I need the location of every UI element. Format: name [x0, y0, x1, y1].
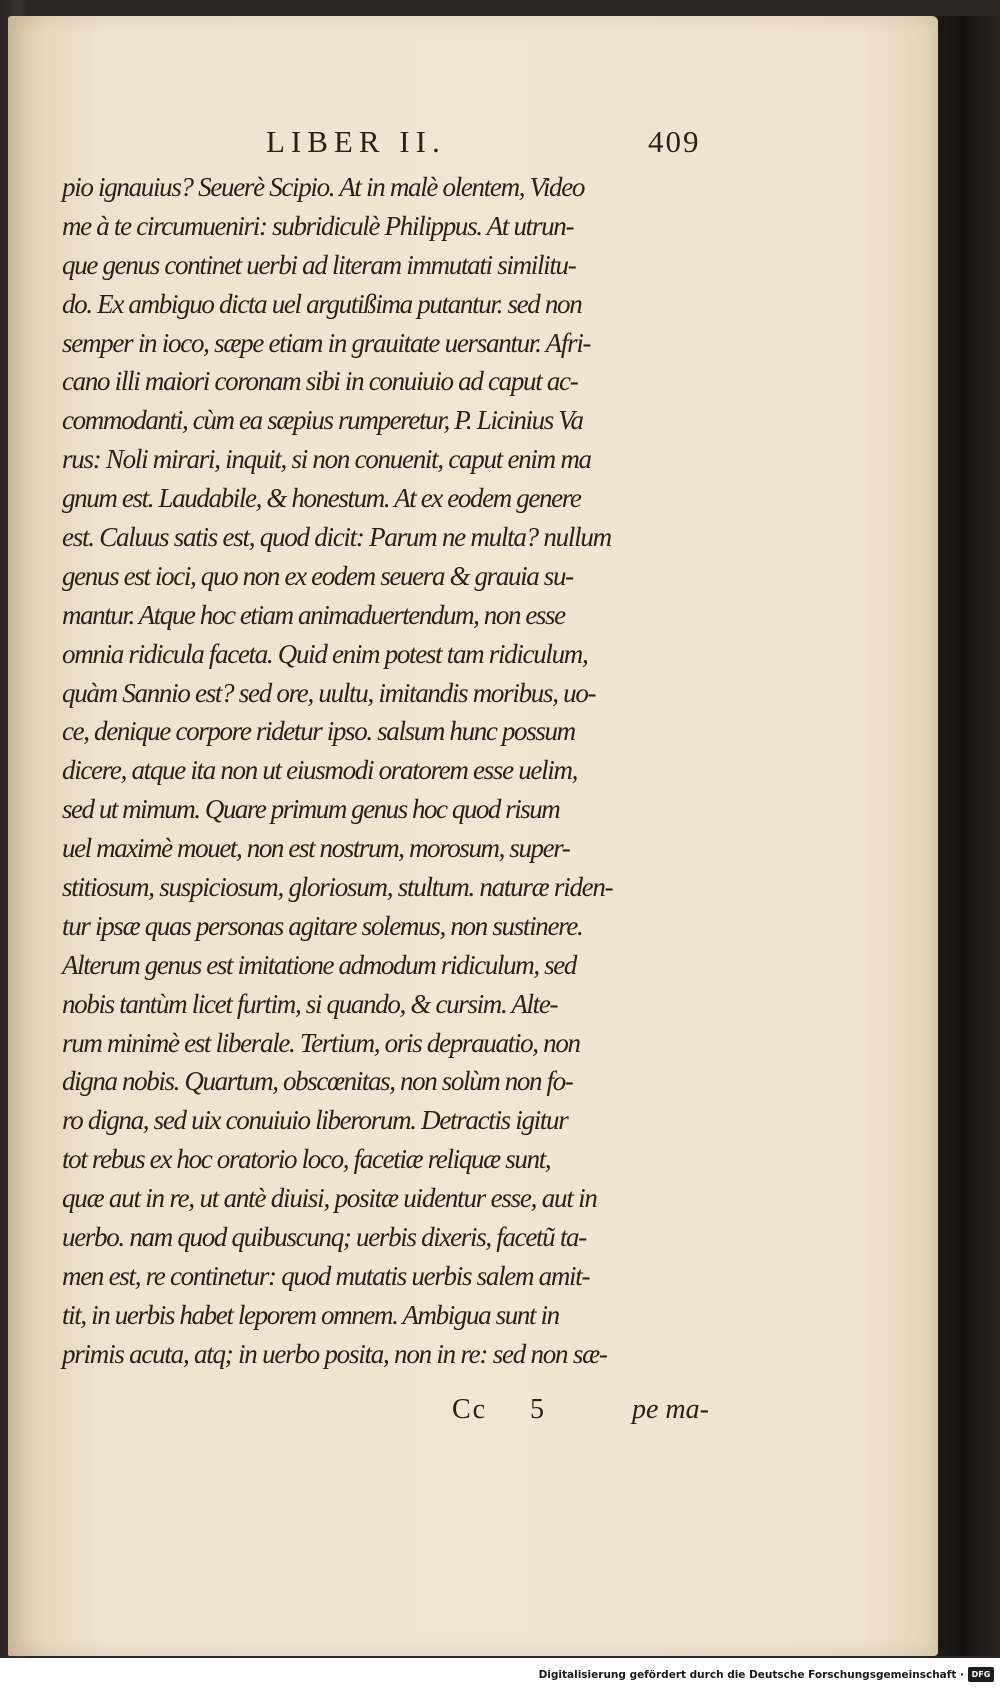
text-line: tur ipsæ quas personas agitare solemus, non sustinere. — [62, 910, 583, 941]
text-line: stitiosum, suspiciosum, gloriosum, stultum. naturæ riden- — [62, 872, 613, 903]
text-line: do. Ex ambiguo dicta uel argutißima putantur. sed non — [62, 288, 582, 319]
text-line: gnum est. Laudabile, & honestum. At ex eodem genere — [62, 483, 581, 514]
text-line: Alterum genus est imitatione admodum ridiculum, sed — [62, 949, 576, 980]
text-line: ro digna, sed uix conuiuio liberorum. Detractis igitur — [62, 1105, 568, 1136]
dfg-logo: DFG — [968, 1667, 994, 1682]
credit-bar — [0, 1658, 1000, 1693]
text-line: nobis tantùm licet furtim, si quando, & cursim. Alte- — [62, 988, 558, 1019]
text-line: quàm Sannio est? sed ore, uultu, imitandis moribus, uo- — [62, 677, 596, 708]
catchword: pe ma- — [632, 1394, 709, 1425]
text-line: cano illi maiori coronam sibi in conuiuio ad caput ac- — [62, 366, 578, 397]
text-line: quæ aut in re, ut antè diuisi, positæ uidentur esse, aut in — [62, 1183, 597, 1214]
text-line: primis acuta, atq; in uerbo posita, non in re: sed non sæ- — [62, 1338, 607, 1369]
text-line: omnia ridicula faceta. Quid enim potest tam ridiculum, — [62, 638, 588, 669]
credit-text: Digitalisierung gefördert durch die Deutsche Forschungsgemeinschaft · — [538, 1669, 964, 1681]
text-line: sed ut mimum. Quare primum genus hoc quod risum — [62, 794, 560, 825]
text-line: me à te circumueniri: subridiculè Philippus. At utrun- — [62, 210, 574, 241]
text-line: semper in ioco, sæpe etiam in grauitate uersantur. Afri- — [62, 327, 591, 358]
text-line: uel maximè mouet, non est nostrum, morosum, super- — [62, 833, 570, 864]
signature-mark: Cc — [452, 1394, 488, 1425]
signature-number: 5 — [530, 1394, 544, 1425]
text-line: commodanti, cùm ea sæpius rumperetur, P. Licinius Va — [62, 405, 583, 436]
text-line: mantur. Atque hoc etiam animaduertendum, non esse — [62, 599, 565, 630]
text-line: digna nobis. Quartum, obscœnitas, non solùm non fo- — [62, 1066, 573, 1097]
page-header — [8, 124, 938, 168]
page-footer — [8, 1394, 938, 1438]
text-line: que genus continet uerbi ad literam immutati similitu- — [62, 249, 576, 280]
text-line: rum minimè est liberale. Tertium, oris deprauatio, non — [62, 1027, 580, 1058]
text-line: ce, denique corpore ridetur ipso. salsum hunc possum — [62, 716, 575, 747]
folio-number: 409 — [648, 124, 701, 159]
text-line: est. Caluus satis est, quod dicit: Parum ne multa? nullum — [62, 522, 611, 553]
text-line: genus est ioci, quo non ex eodem seuera & grauia su- — [62, 560, 573, 591]
text-line: men est, re continetur: quod mutatis uerbis salem amit- — [62, 1260, 590, 1291]
book-page — [8, 16, 938, 1656]
book-edge — [938, 16, 1000, 1656]
text-block — [62, 168, 722, 1374]
running-head: LIBER II. — [266, 124, 446, 159]
text-line: tit, in uerbis habet leporem omnem. Ambigua sunt in — [62, 1299, 559, 1330]
text-line: pio ignauius? Seuerè Scipio. At in malè olentem, Video — [62, 172, 585, 202]
text-line: rus: Noli mirari, inquit, si non conuenit, caput enim ma — [62, 444, 591, 475]
text-line: tot rebus ex hoc oratorio loco, facetiæ reliquæ sunt, — [62, 1144, 551, 1175]
text-line: uerbo. nam quod quibuscunq; uerbis dixeris, facetũ ta- — [62, 1222, 586, 1253]
text-line: dicere, atque ita non ut eiusmodi oratorem esse uelim, — [62, 755, 578, 786]
